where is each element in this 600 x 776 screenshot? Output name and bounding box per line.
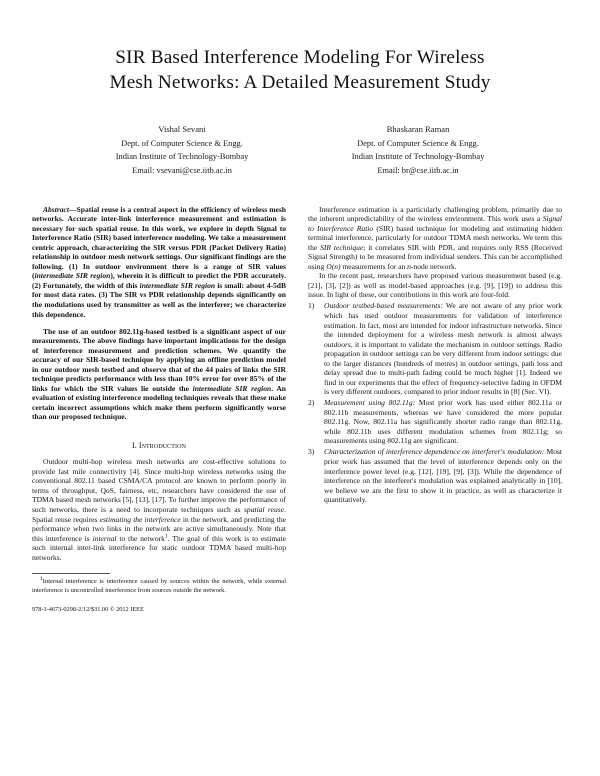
abstract-text-c: is small: about 4-5dB for most data rates. (3) The SIR vs PDR relationship depends significantly on the modulations used by transmitter as well as the interferer; we characterize this dependence.	[32, 280, 286, 319]
right-italic-2: SIR technique	[320, 242, 364, 252]
list-marker: 2)	[308, 398, 315, 408]
contributions-list	[308, 301, 562, 504]
author-email: Email: br@cse.iitb.ac.in	[377, 166, 459, 176]
right-text-d: measurements for an	[340, 261, 408, 271]
right-paragraph-2: In the recent past, researchers have proposed various measurement based (e.g. [21], [3], [2]) as well as model-based approaches (e.g. [9], [19]) to address this issue. In light of these, our contributions in this work are four-fold.	[308, 271, 562, 300]
intro-text-a: Outdoor multi-hop wireless mesh networks are cost-effective solutions to provide last mile connectivity [4]. Since multi-hop wireless networks using the conventional 802.11 based CSMA/CA protocol are known to perform poorly in terms of throughput, QoS, fairness, etc, researchers have considered the use of TDMA based mesh networks [5], [13], [17]. To further improve the performance of such networks, there is a need to incorporate techniques such as	[32, 457, 286, 514]
footnote-body: Internal interference is interference caused by sources within the network, while external interference is uncontrolled interference from sources outside the network.	[32, 578, 286, 594]
math-order-n: O(n)	[326, 261, 341, 271]
contribution-title: Measurement using 802.11g:	[324, 398, 416, 408]
author-name: Bhaskaran Raman	[386, 123, 450, 134]
contribution-body-italic: outdoors	[324, 339, 351, 349]
abstract-label: Abstract	[43, 204, 69, 214]
intro-text-c: in the network, and predicting the performance when two links in the network are active simultaneously. Note that this interference is	[32, 514, 286, 543]
left-column	[32, 205, 286, 615]
author-entry	[302, 123, 534, 178]
author-block	[32, 123, 568, 178]
footnote-reference-mark: 1	[164, 533, 168, 540]
intro-paragraph-1	[32, 457, 286, 562]
list-marker: 1)	[308, 301, 315, 311]
abstract-text-a: Spatial reuse is a central aspect in the efficiency of wireless mesh networks. Accurate inter-link interference measurement and estimation is necessary for such spatial reuse. In this work, we explore in depth Signal to Interference Ratio (SIR) based interference modeling. We take a measurement centric approach, characterizing the SIR versus PDR (Packet Delivery Ratio) relationship in outdoor mesh network settings. Our significant findings are the following. (1) In outdoor environment there is a range of SIR values (	[32, 204, 286, 281]
abstract2-italic-1: intermediate SIR region	[192, 383, 272, 393]
author-institute: Indian Institute of Technology-Bombay	[351, 152, 485, 162]
footnote-mark: 1	[40, 576, 43, 583]
title-line-2: Mesh Networks: A Detailed Measurement Study	[109, 71, 491, 93]
abstract-italic-1: intermediate SIR region	[34, 271, 111, 281]
right-text-b: (SIR) based technique for modeling and estimating hidden terminal interference, particularly for outdoor TDMA mesh networks. We term this the	[308, 223, 562, 252]
abstract2-text-a: The use of an outdoor 802.11g-based testbed is a significant aspect of our measurements. The above findings have important implications for the design of interference measurement and prediction schemes. We quantify the accuracy of our SIR-based technique by applying an offline prediction model in our outdoor mesh testbed and observe that of the 44 pairs of links the SIR technique predicts performance with less than 10% error for over 85% of the links for which the SIR values lie outside the	[32, 326, 286, 393]
right-text-e: -node network.	[410, 261, 457, 271]
author-dept: Dept. of Computer Science & Engg.	[357, 138, 479, 148]
abstract-italic-2: intermediate SIR region	[139, 280, 216, 290]
section-heading-introduction	[32, 441, 286, 451]
copyright-line: 978-1-4673-0298-2/12/$31.00 © 2012 IEEE	[32, 606, 144, 614]
list-item	[308, 447, 562, 504]
list-item	[308, 398, 562, 446]
abstract-paragraph-1	[32, 205, 286, 319]
abstract2-text-b: . An evaluation of existing interference modeling techniques reveals that these make certain incorrect assumptions which make them perform significantly worse than our proposed technique.	[32, 383, 286, 422]
right-column	[308, 205, 562, 615]
author-name: Vishal Sevani	[158, 123, 206, 134]
intro-italic-1: spatial reuse	[244, 505, 285, 514]
contribution-title: Outdoor testbed-based measurements:	[324, 301, 443, 311]
right-paragraph-1	[308, 205, 562, 272]
abstract-text-b: ), wherein it is difficult to predict the PDR accurately. (2) Fortunately, the width of this	[32, 271, 286, 290]
footnote-text	[32, 578, 286, 595]
intro-italic-2: estimating the interference	[99, 514, 181, 524]
page-title	[50, 46, 550, 96]
footnote-separator	[32, 573, 110, 574]
contribution-body: Most prior work has used either 802.11a or 802.11b measurements, whereas we have considered the more popular 802.11g. Now, 802.11a has significantly shorter radio range than 802.11g, while 802.11b uses different modulation schemes from 802.11g; so measurements using 802.11g are significant.	[324, 398, 563, 446]
list-item	[308, 301, 562, 396]
section-numeral: I.	[131, 440, 137, 450]
math-n: n	[407, 261, 411, 271]
contribution-body: Most prior work has assumed that the level of interference depends only on the interference power level (e.g. [12], [19], [9], [3]). While the dependence of interference on the interferer's modulation was explained analytically in [10], we believe we are the first to show it in practice, as well as characterize it quantitatively.	[324, 447, 562, 505]
abstract-paragraph-2	[32, 327, 286, 422]
list-marker: 3)	[308, 447, 315, 457]
contribution-body: We are not aware of any prior work which has used outdoor measurements for validation of interference estimation. In fact, most are intended for indoor infrastructure networks. Since the intended deployment for a wireless mesh network is almost always	[324, 301, 562, 340]
right-text-a: Interference estimation is a particularly challenging problem, primarily due to the inherent unpredictability of the wireless environment. This work uses a	[308, 204, 562, 224]
two-column-body	[32, 205, 568, 615]
intro-text-d: to the network	[116, 533, 165, 543]
author-entry	[66, 123, 298, 178]
intro-text-e: . The goal of this work is to estimate such internal inter-link interference for static outdoor TDMA based multi-hop networks.	[32, 533, 286, 562]
author-dept: Dept. of Computer Science & Engg.	[121, 138, 243, 148]
contribution-title: Characterization of interference dependence on interferer's modulation:	[324, 447, 545, 457]
title-line-1: SIR Based Interference Modeling For Wireless	[115, 47, 485, 68]
author-institute: Indian Institute of Technology-Bombay	[115, 152, 249, 162]
right-text-c: ; it correlates SIR with PDR, and requires only RSS (Received Signal Strength) to be measured from individual senders. This can be accomplished using	[308, 242, 563, 271]
right-italic-1: Signal to Interference Ratio	[308, 214, 562, 233]
abstract-dash: —	[69, 204, 77, 214]
intro-italic-3: internal	[92, 533, 117, 543]
author-email: Email: vsevani@cse.iitb.ac.in	[132, 166, 232, 176]
intro-text-b: . Spatial reuse requires	[32, 505, 286, 524]
contribution-body-2: , it is important to validate the mechanism in outdoor settings. Radio propagation in outdoor settings can be very different from indoor settings: due to the larger distances (hundreds of metres) in outdoor settings, path loss and delay spread due to multi-path fading could be much higher [1]. Indeed we find in our experiments that the effect of frequency-selective fading in OFDM is very different outdoors, compared to prior indoor results in [8] (Sec. VI).	[324, 339, 562, 397]
section-name: Introduction	[138, 440, 187, 450]
